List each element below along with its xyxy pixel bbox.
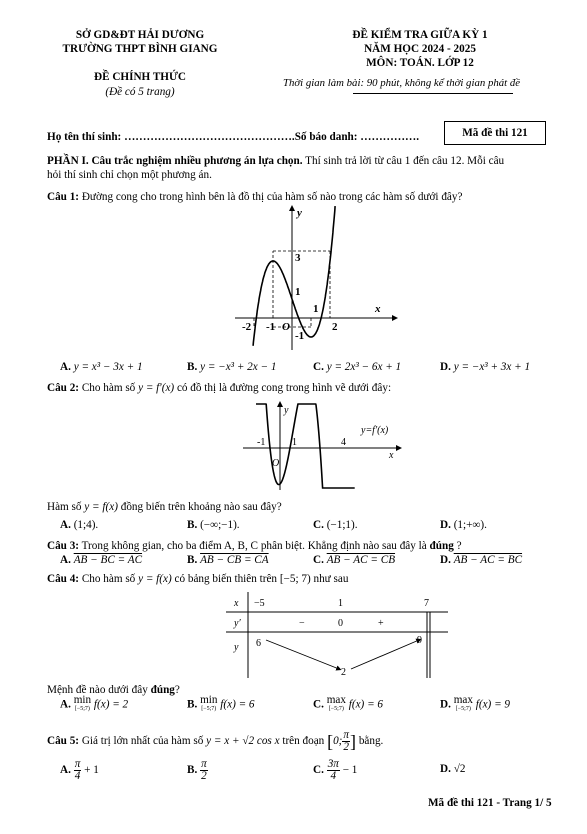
q2-x-label: x [389,450,394,461]
q4-ask: Mệnh đề nào dưới đây đúng? [47,684,180,696]
vt-y-start: 6 [256,638,261,649]
q1-stem [47,190,462,204]
q2-x1: 1 [292,437,297,448]
vt-x-start: −5 [254,598,265,609]
q2-option-b[interactable]: B. (−∞;−1). [187,519,240,531]
q3-option-b[interactable]: B. AB − CB = CA [187,554,269,566]
q1-y1: 1 [295,286,301,298]
q2-stem: Câu 2: Cho hàm số y = f′(x) có đồ thị là đường cong trong hình vẽ dưới đây: [47,382,392,394]
q2-graph [243,400,403,490]
q2-option-c[interactable]: C. (−1;1). [313,519,358,531]
vt-y-min: 2 [341,667,346,678]
q1-xm2: -2 [242,321,252,333]
dept-name: SỞ GD&ĐT HẢI DƯƠNG [75,29,205,41]
school-name: TRƯỜNG THPT BÌNH GIANG [62,43,218,55]
q1-option-a[interactable]: A. y = x³ − 3x + 1 [60,361,143,373]
official-label: ĐỀ CHÍNH THỨC [94,71,186,83]
q1-ym1: -1 [295,330,305,342]
q1-origin: O [282,321,290,333]
header-rule [353,93,513,94]
vt-sign-neg: − [299,618,305,629]
q5-option-b[interactable]: B. $\frac{\pi}{2}$ [187,758,207,782]
q2-x4: 4 [341,437,346,448]
q3-option-c[interactable]: C. AB − AC = CB [313,554,396,566]
q4-option-d[interactable]: D. max [−5;7) f(x) = 9 [440,694,511,712]
variation-table [226,592,448,678]
q1-text: Đường cong cho trong hình bên là đồ thị của hàm số nào trong các hàm số dưới đây? [79,191,463,203]
vt-sign-zero: 0 [338,618,343,629]
vt-x-end: 7 [424,598,429,609]
q2-xm1: -1 [257,437,266,448]
student-name-field[interactable] [47,131,419,143]
q1-x1: 1 [313,303,319,315]
q3-option-d[interactable]: D. AB − AC = BC [440,554,523,566]
q4-stem: Câu 4: Cho hàm số y = f(x) có bảng biến thiên trên [−5; 7) như sau [47,573,349,585]
q1-xm1: -1 [266,321,276,333]
vt-sign-pos: + [378,618,384,629]
exam-title: ĐỀ KIỂM TRA GIỮA KỲ 1 [352,29,488,41]
q2-curve-label: y=f′(x) [361,425,389,436]
q2-y-label: y [284,405,289,416]
vt-x-label: x [234,598,239,609]
q2-option-d[interactable]: D. (1;+∞). [440,519,487,531]
q1-y-label: y [297,207,302,219]
q4-option-c[interactable]: C. max [−5;7) f(x) = 6 [313,694,384,712]
q4-option-a[interactable]: A. min [−5;7) f(x) = 2 [60,694,129,712]
vt-y-end: 9 [417,635,422,646]
part1-instr2: hỏi thí sinh chỉ chọn một phương án. [47,169,212,181]
q2-ask: Hàm số y = f(x) đồng biến trên khoảng nào sau đây? [47,501,282,513]
vt-yp-label: y′ [234,618,241,629]
page-count: (Đề có 5 trang) [105,86,175,98]
q2-curve [256,404,355,488]
q2-option-a[interactable]: A. (1;4). [60,519,99,531]
time-limit: Thời gian làm bài: 90 phút, không kể thời gian phát đề [283,77,521,89]
q5-stem: Câu 5: Giá trị lớn nhất của hàm số y = x + √2 cos x trên đoạn [0; $\frac{\pi}{2}$ ] bằng. [47,728,384,753]
q1-label: Câu 1: [47,191,80,203]
name-label: Họ tên thí sinh: ………………………………………. [47,131,295,143]
q1-option-b[interactable]: B. y = −x³ + 2x − 1 [187,361,277,373]
vt-x-mid: 1 [338,598,343,609]
q1-x2: 2 [332,321,338,333]
q3-option-a[interactable]: A. AB − BC = AC [60,554,143,566]
q5-option-d[interactable]: D. √2 [440,763,466,775]
q2-origin: O [272,458,280,469]
q1-y3: 3 [295,252,301,264]
q1-option-d[interactable]: D. y = −x³ + 3x + 1 [440,361,531,373]
q5-option-a[interactable]: A. $\frac{\pi}{4}$ + 1 [60,758,99,782]
exam-code-box: Mã đề thi 121 [444,121,546,145]
q1-graph [235,204,405,350]
q1-x-label: x [375,303,381,315]
q5-option-c[interactable]: C. $\frac{3\pi}{4}$ − 1 [313,758,358,782]
subject: MÔN: TOÁN. LỚP 12 [366,57,474,69]
part1-title: PHẦN I. Câu trắc nghiệm nhiều phương án lựa chọn. [47,155,303,167]
page-footer: Mã đề thi 121 - Trang 1/ 5 [428,797,552,809]
q1-option-c[interactable]: C. y = 2x³ − 6x + 1 [313,361,402,373]
q4-option-b[interactable]: B. min [−5;7) f(x) = 6 [187,694,255,712]
part1-instructions [47,154,504,168]
sbd-label: Số báo danh: ……………. [294,131,420,143]
q3-stem: Câu 3: Trong không gian, cho ba điểm A, B, C phân biệt. Khẳng định nào sau đây là đúng ? [47,540,462,552]
school-year: NĂM HỌC 2024 - 2025 [364,43,476,55]
part1-instr1: Thí sinh trả lời từ câu 1 đến câu 12. Mỗi câu [302,155,505,167]
vt-y-label: y [234,642,239,653]
